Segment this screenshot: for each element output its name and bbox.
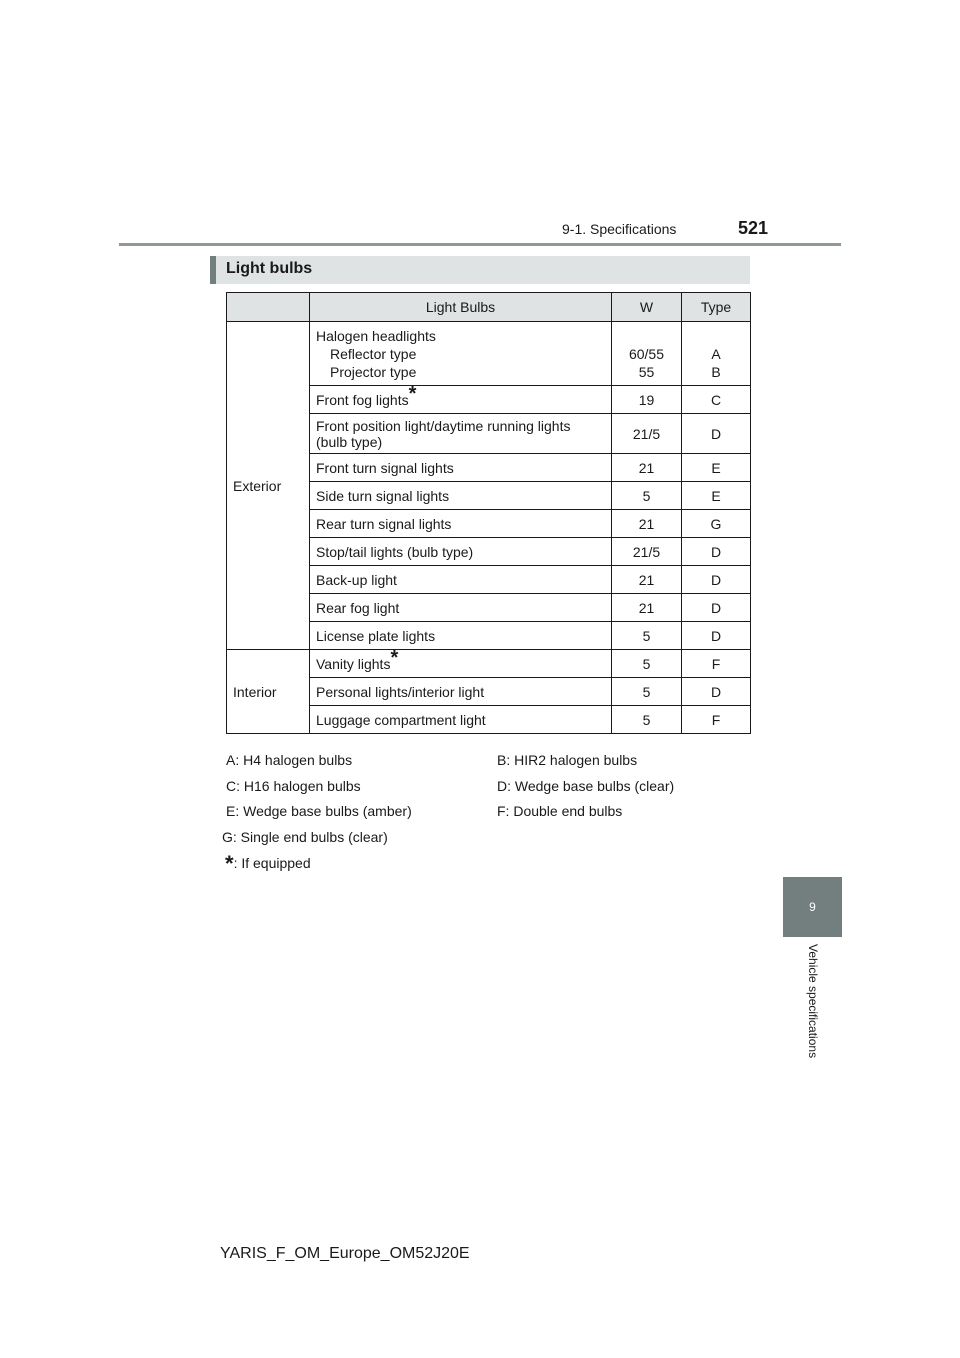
category-interior: Interior <box>227 650 310 734</box>
footnote-star: * <box>225 851 234 876</box>
bulb-type: D <box>682 594 751 622</box>
header-type: Type <box>682 293 751 322</box>
bulb-name-line: Halogen headlights <box>316 327 436 344</box>
bulb-name: License plate lights <box>310 622 612 650</box>
bulb-name-text: Front fog lights <box>316 391 409 408</box>
header-watts: W <box>612 293 682 322</box>
bulb-name: Side turn signal lights <box>310 482 612 510</box>
bulb-watts: 5 <box>612 482 682 510</box>
bulb-name <box>310 382 612 414</box>
header-section-title: 9-1. Specifications <box>562 221 677 237</box>
bulb-watts: 5 <box>612 622 682 650</box>
bulb-name: Front turn signal lights <box>310 454 612 482</box>
bulb-type <box>682 322 751 386</box>
section-title: Light bulbs <box>226 260 313 277</box>
bulb-type: F <box>682 706 751 734</box>
legend-b: B: HIR2 halogen bulbs <box>497 752 638 768</box>
bulb-name: Rear turn signal lights <box>310 510 612 538</box>
bulb-watts-line: 55 <box>638 363 655 380</box>
bulb-name-subline: Reflector type <box>330 345 417 362</box>
bulb-watts: 21 <box>612 510 682 538</box>
table-row <box>227 650 751 678</box>
bulb-watts: 21/5 <box>612 414 682 454</box>
bulb-type: C <box>682 386 751 414</box>
bulb-type: D <box>682 622 751 650</box>
bulb-watts: 19 <box>612 386 682 414</box>
header-light-bulbs: Light Bulbs <box>310 293 612 322</box>
bulb-watts-line: 60/55 <box>628 345 665 362</box>
bulb-watts: 21 <box>612 566 682 594</box>
chapter-label: Vehicle specifications <box>806 944 820 1059</box>
bulb-type: E <box>682 454 751 482</box>
bulb-type: D <box>682 678 751 706</box>
bulb-type-line: A <box>711 345 721 362</box>
bulb-name-subline: Projector type <box>330 363 417 380</box>
bulb-name: Stop/tail lights (bulb type) <box>310 538 612 566</box>
legend-a: A: H4 halogen bulbs <box>226 752 353 768</box>
bulb-name <box>310 322 612 386</box>
bulb-name-text: Vanity lights <box>316 655 391 672</box>
footnote <box>225 851 311 877</box>
bulb-watts: 21 <box>612 594 682 622</box>
bulb-type: D <box>682 566 751 594</box>
table-header-row <box>227 293 751 322</box>
legend-e: E: Wedge base bulbs (amber) <box>226 803 412 819</box>
bulb-type-line: B <box>711 363 721 380</box>
bulb-watts: 5 <box>612 650 682 678</box>
table-row <box>227 322 751 386</box>
bulb-watts: 5 <box>612 706 682 734</box>
bulb-type: D <box>682 414 751 454</box>
chapter-number: 9 <box>809 900 816 914</box>
header-rule <box>119 243 841 246</box>
bulb-type: E <box>682 482 751 510</box>
legend-g: G: Single end bulbs (clear) <box>222 829 388 845</box>
legend-f: F: Double end bulbs <box>497 803 623 819</box>
legend-d: D: Wedge base bulbs (clear) <box>497 778 675 794</box>
footnote-asterisk: * <box>408 382 417 405</box>
footnote-asterisk: * <box>390 646 399 669</box>
header-category <box>227 293 310 322</box>
bulb-name: Front position light/daytime running lights (bulb type) <box>310 414 612 454</box>
bulb-name: Rear fog light <box>310 594 612 622</box>
document-footer: YARIS_F_OM_Europe_OM52J20E <box>220 1245 470 1262</box>
footnote-text: : If equipped <box>233 855 311 871</box>
bulb-watts: 21 <box>612 454 682 482</box>
bulb-type: G <box>682 510 751 538</box>
bulb-name: Personal lights/interior light <box>310 678 612 706</box>
section-heading-bar <box>210 256 750 284</box>
bulb-type: F <box>682 650 751 678</box>
bulb-watts: 21/5 <box>612 538 682 566</box>
light-bulbs-table <box>226 292 751 734</box>
page-number: 521 <box>738 218 769 238</box>
bulb-watts <box>612 322 682 386</box>
bulb-name: Back-up light <box>310 566 612 594</box>
legend-c: C: H16 halogen bulbs <box>226 778 361 794</box>
category-exterior: Exterior <box>227 322 310 650</box>
chapter-tab <box>783 877 842 937</box>
bulb-watts: 5 <box>612 678 682 706</box>
bulb-name <box>310 646 612 678</box>
bulb-type: D <box>682 538 751 566</box>
bulb-name: Luggage compartment light <box>310 706 612 734</box>
